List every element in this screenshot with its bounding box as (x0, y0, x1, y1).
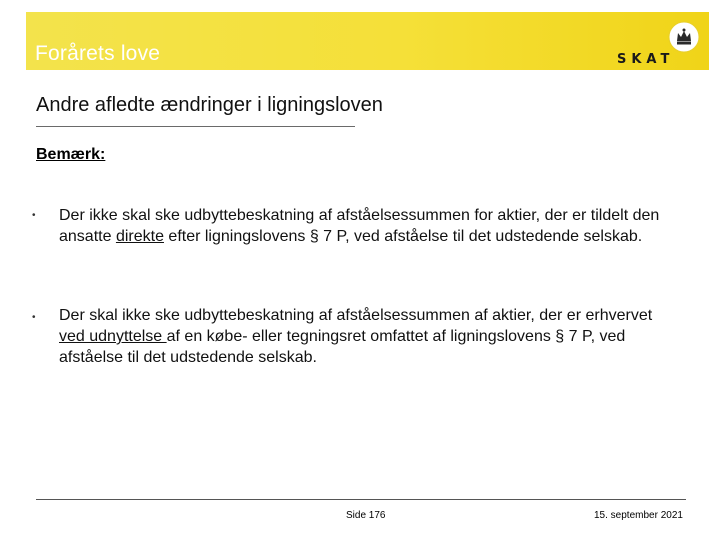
skat-logo-wordmark: SKAT (617, 52, 675, 67)
crown-emblem-icon (668, 21, 700, 53)
emphasis-text: ved udnyttelse (59, 328, 167, 345)
emphasis-text: direkte (115, 228, 164, 245)
bullet-text: Der skal ikke ske udbyttebeskatning af afståelsessummen af aktier, der er erhvervet (59, 307, 653, 324)
header-banner (26, 12, 709, 70)
footer-divider (36, 499, 686, 500)
bullet-marker: • (32, 312, 36, 323)
presentation-title: Forårets love (35, 42, 161, 65)
bullet-text: af en købe- eller tegningsret omfattet af ligningslovens § 7 P, ved afståelse til det udstedende selskab. (59, 328, 626, 366)
page-number: Side 176 (346, 510, 386, 521)
note-heading: Bemærk: (36, 146, 106, 163)
bullet-marker: • (32, 210, 36, 221)
bullet-paragraph-2 (59, 305, 669, 368)
subtitle-underline-divider (36, 126, 355, 127)
bullet-text: Der ikke skal ske udbyttebeskatning af afståelsessummen for aktier, der er tildelt den ansatte (59, 207, 660, 245)
slide-date: 15. september 2021 (594, 510, 683, 521)
slide-subtitle: Andre afledte ændringer i ligningsloven (36, 94, 383, 116)
bullet-text: efter ligningslovens § 7 P, ved afståelse til det udstedende selskab. (163, 228, 643, 245)
bullet-paragraph-1 (59, 205, 669, 247)
